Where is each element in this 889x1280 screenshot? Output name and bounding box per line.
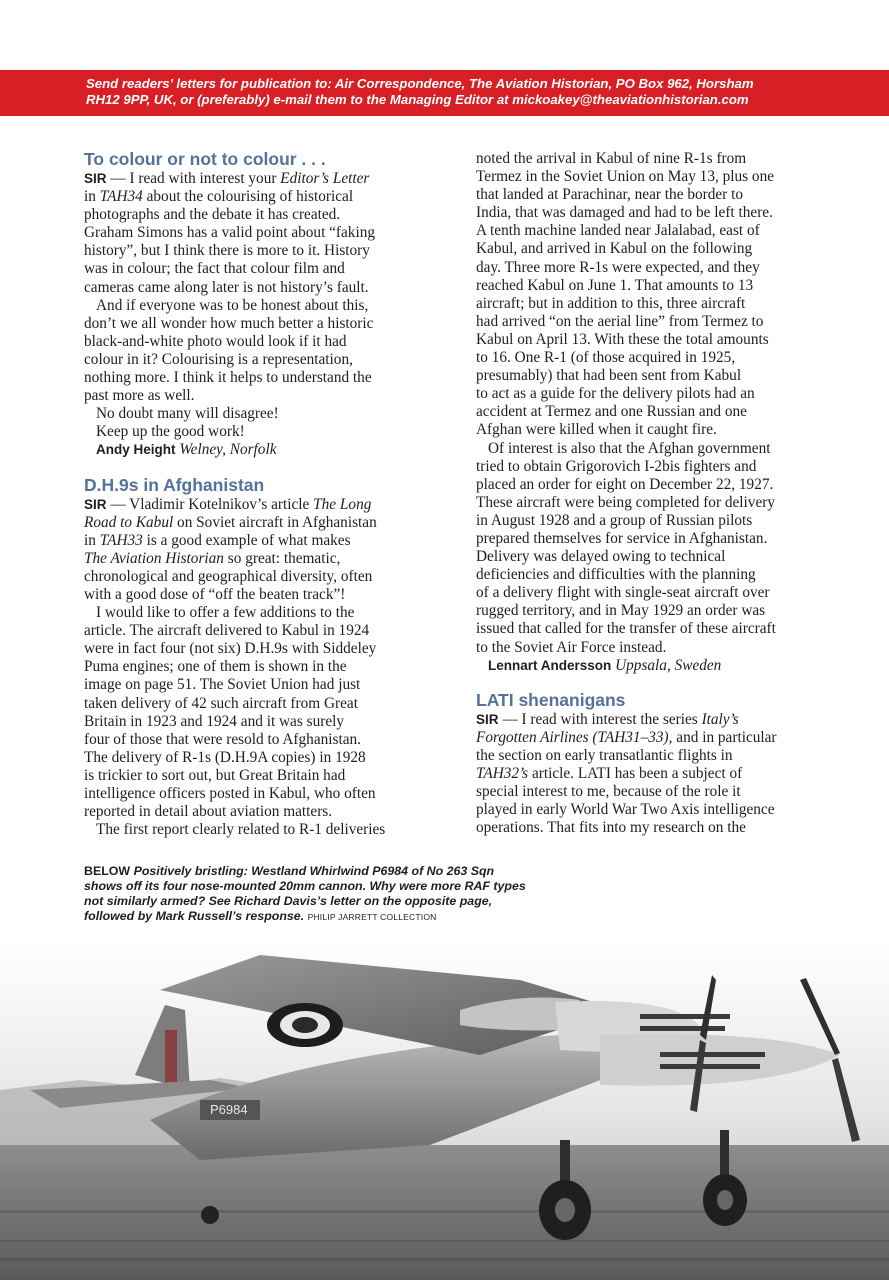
text-line: that landed at Parachinar, near the border to bbox=[476, 186, 743, 204]
text-line: placed an order for eight on December 22, 1927. bbox=[476, 475, 774, 493]
letter-heading: LATI shenanigans bbox=[476, 689, 626, 710]
text-line: Road to Kabul on Soviet aircraft in Afghanistan bbox=[84, 513, 377, 531]
text-line: article. The aircraft delivered to Kabul in 1924 bbox=[84, 622, 370, 640]
text-line: to act as a guide for the delivery pilots had an bbox=[476, 385, 755, 403]
text-line: SIR — I read with interest the series Italy’s bbox=[476, 710, 739, 728]
text-line: Graham Simons has a valid point about “faking bbox=[84, 224, 376, 242]
text-line: in TAH33 is a good example of what makes bbox=[84, 531, 351, 549]
sir-label: SIR bbox=[476, 711, 499, 727]
text-line: taken delivery of 42 such aircraft from Great bbox=[84, 694, 358, 712]
aircraft-photo bbox=[0, 940, 889, 1280]
letter-heading: To colour or not to colour . . . bbox=[84, 149, 326, 169]
text-line: to the Soviet Air Force instead. bbox=[476, 638, 667, 656]
serial-marking: P6984 bbox=[210, 1102, 248, 1117]
text-line: is trickier to sort out, but Great Britain had bbox=[84, 766, 346, 784]
text-line: cameras came along later is not history’s fault. bbox=[84, 278, 369, 296]
signature-place: Uppsala, Sweden bbox=[615, 656, 722, 674]
tail-wheel bbox=[201, 1206, 219, 1224]
banner-line: Send readers’ letters for publication to: Air Correspondence, The Aviation Historian, PO Box 962, Horsham bbox=[86, 76, 754, 91]
text-line: aircraft; but in addition to this, three aircraft bbox=[476, 294, 746, 312]
letter-heading: D.H.9s in Afghanistan bbox=[84, 474, 265, 495]
text-line: colour in it? Colourising is a representation, bbox=[84, 350, 353, 368]
text-line: history”, but I think there is more to it. History bbox=[84, 242, 370, 260]
text-line: The Aviation Historian so great: thematic, bbox=[84, 549, 341, 567]
text-line: day. Three more R-1s were expected, and they bbox=[476, 258, 760, 276]
text-line: the section on early transatlantic flights in bbox=[476, 746, 733, 764]
text-line: chronological and geographical diversity, often bbox=[84, 567, 373, 585]
text-line: were in fact four (not six) D.H.9s with Siddeley bbox=[84, 640, 377, 658]
text-line: TAH32’s article. LATI has been a subject of bbox=[476, 765, 743, 782]
right-column bbox=[476, 150, 840, 837]
text-line: special interest to me, because of the role it bbox=[476, 783, 741, 801]
photo-caption: BELOW Positively bristling: Westland Whirlwind P6984 of No 263 Sqn shows off its four nose-mounted 20mm cannon. Why were more RAF types not similarly armed? See Richard Davis’s letter on the opposite page, followed by Mark Russell’s response. PHILIP JARRETT COLLECTION bbox=[84, 864, 526, 923]
text-line: Keep up the good work! bbox=[96, 423, 245, 441]
text-line: don’t we all wonder how much better a historic bbox=[84, 314, 374, 332]
text-line: These aircraft were being completed for delivery bbox=[476, 493, 775, 511]
text-line: Of interest is also that the Afghan government bbox=[488, 439, 771, 457]
text-line: photographs and the debate it has created. bbox=[84, 206, 341, 224]
text-line: past more as well. bbox=[84, 387, 195, 405]
text-line: Termez in the Soviet Union on May 13, plus one bbox=[476, 168, 775, 186]
text-line: nothing more. I think it helps to understand the bbox=[84, 369, 372, 387]
text-line: intelligence officers posted in Kabul, who often bbox=[84, 785, 376, 802]
text-line: issued that called for the transfer of these aircraft bbox=[476, 620, 776, 638]
text-line: in August 1928 and a group of Russian pilots bbox=[476, 511, 753, 529]
signature bbox=[84, 441, 446, 459]
text-line: Britain in 1923 and 1924 and it was surely bbox=[84, 712, 345, 730]
text-line: And if everyone was to be honest about this, bbox=[96, 296, 369, 314]
submission-banner bbox=[0, 70, 889, 116]
signature bbox=[476, 657, 840, 675]
text-line: No doubt many will disagree! bbox=[96, 405, 279, 423]
text-line: Delivery was delayed owing to technical bbox=[476, 548, 726, 566]
text-line: The first report clearly related to R-1 deliveries bbox=[96, 821, 386, 839]
cannon-barrel bbox=[640, 1014, 730, 1019]
cannon-barrel bbox=[640, 1026, 725, 1031]
text-line: image on page 51. The Soviet Union had just bbox=[84, 676, 361, 694]
text-line: to 16. One R-1 (of those acquired in 1925, bbox=[476, 349, 736, 367]
text-line: with a good dose of “off the beaten track”! bbox=[84, 585, 346, 603]
text-line: reached Kabul on June 1. That amounts to 13 bbox=[476, 276, 754, 294]
cannon-barrel bbox=[660, 1052, 765, 1057]
left-column bbox=[84, 148, 446, 839]
whirlwind-photo-illustration bbox=[0, 940, 889, 1280]
text-line: rugged territory, and in May 1929 an order was bbox=[476, 602, 766, 620]
text-line: Forgotten Airlines (TAH31–33), and in particular bbox=[476, 728, 777, 746]
signature-name: Andy Height bbox=[96, 442, 176, 458]
text-line: was in colour; the fact that colour film and bbox=[84, 260, 345, 278]
text-line: operations. That fits into my research on the bbox=[476, 819, 746, 837]
text-line: deficiencies and difficulties with the planning bbox=[476, 566, 756, 584]
text-line: A tenth machine landed near Jalalabad, east of bbox=[476, 222, 760, 240]
text-line: of a delivery flight with single-seat aircraft over bbox=[476, 584, 770, 602]
text-line: reported in detail about aviation matters. bbox=[84, 803, 333, 821]
text-line: noted the arrival in Kabul of nine R-1s from bbox=[476, 150, 747, 167]
text-line: I would like to offer a few additions to the bbox=[96, 604, 355, 622]
text-line: Puma engines; one of them is shown in the bbox=[84, 658, 347, 676]
text-line: Kabul on April 13. With these the total amounts bbox=[476, 330, 769, 348]
text-line: prepared themselves for service in Afghanistan. bbox=[476, 529, 768, 547]
photo-credit: PHILIP JARRETT COLLECTION bbox=[307, 912, 437, 922]
signature-place: Welney, Norfolk bbox=[179, 441, 277, 459]
text-line: tried to obtain Grigorovich I-2bis fighters and bbox=[476, 457, 757, 475]
text-line: black-and-white photo would look if it had bbox=[84, 332, 347, 350]
text-line: four of those that were resold to Afghanistan. bbox=[84, 730, 361, 748]
caption-label: BELOW bbox=[84, 864, 131, 878]
text-line: played in early World War Two Axis intelligence bbox=[476, 801, 775, 819]
text-line: The delivery of R-1s (D.H.9A copies) in 1928 bbox=[84, 748, 366, 766]
signature-name: Lennart Andersson bbox=[488, 657, 612, 673]
sir-label: SIR bbox=[84, 171, 107, 186]
text-line: in TAH34 about the colourising of historical bbox=[84, 188, 354, 206]
cannon-barrel bbox=[660, 1064, 760, 1069]
text-line: accident at Termez and one Russian and one bbox=[476, 403, 747, 421]
text-line: SIR — Vladimir Kotelnikov’s article The Long bbox=[84, 495, 372, 513]
text-line: presumably) that had been sent from Kabul bbox=[476, 367, 742, 385]
sir-label: SIR bbox=[84, 496, 107, 512]
text-line: Afghan were killed when it caught fire. bbox=[476, 421, 717, 439]
banner-line: RH12 9PP, UK, or (preferably) e-mail them to the Managing Editor at mickoakey@theaviationhistorian.com bbox=[86, 92, 749, 107]
text-line: Kabul, and arrived in Kabul on the following bbox=[476, 240, 753, 258]
text-line: had arrived “on the aerial line” from Termez to bbox=[476, 312, 764, 330]
text-line: India, that was damaged and had to be left there. bbox=[476, 204, 773, 222]
text-line: SIR — I read with interest your Editor’s Letter bbox=[84, 170, 370, 187]
